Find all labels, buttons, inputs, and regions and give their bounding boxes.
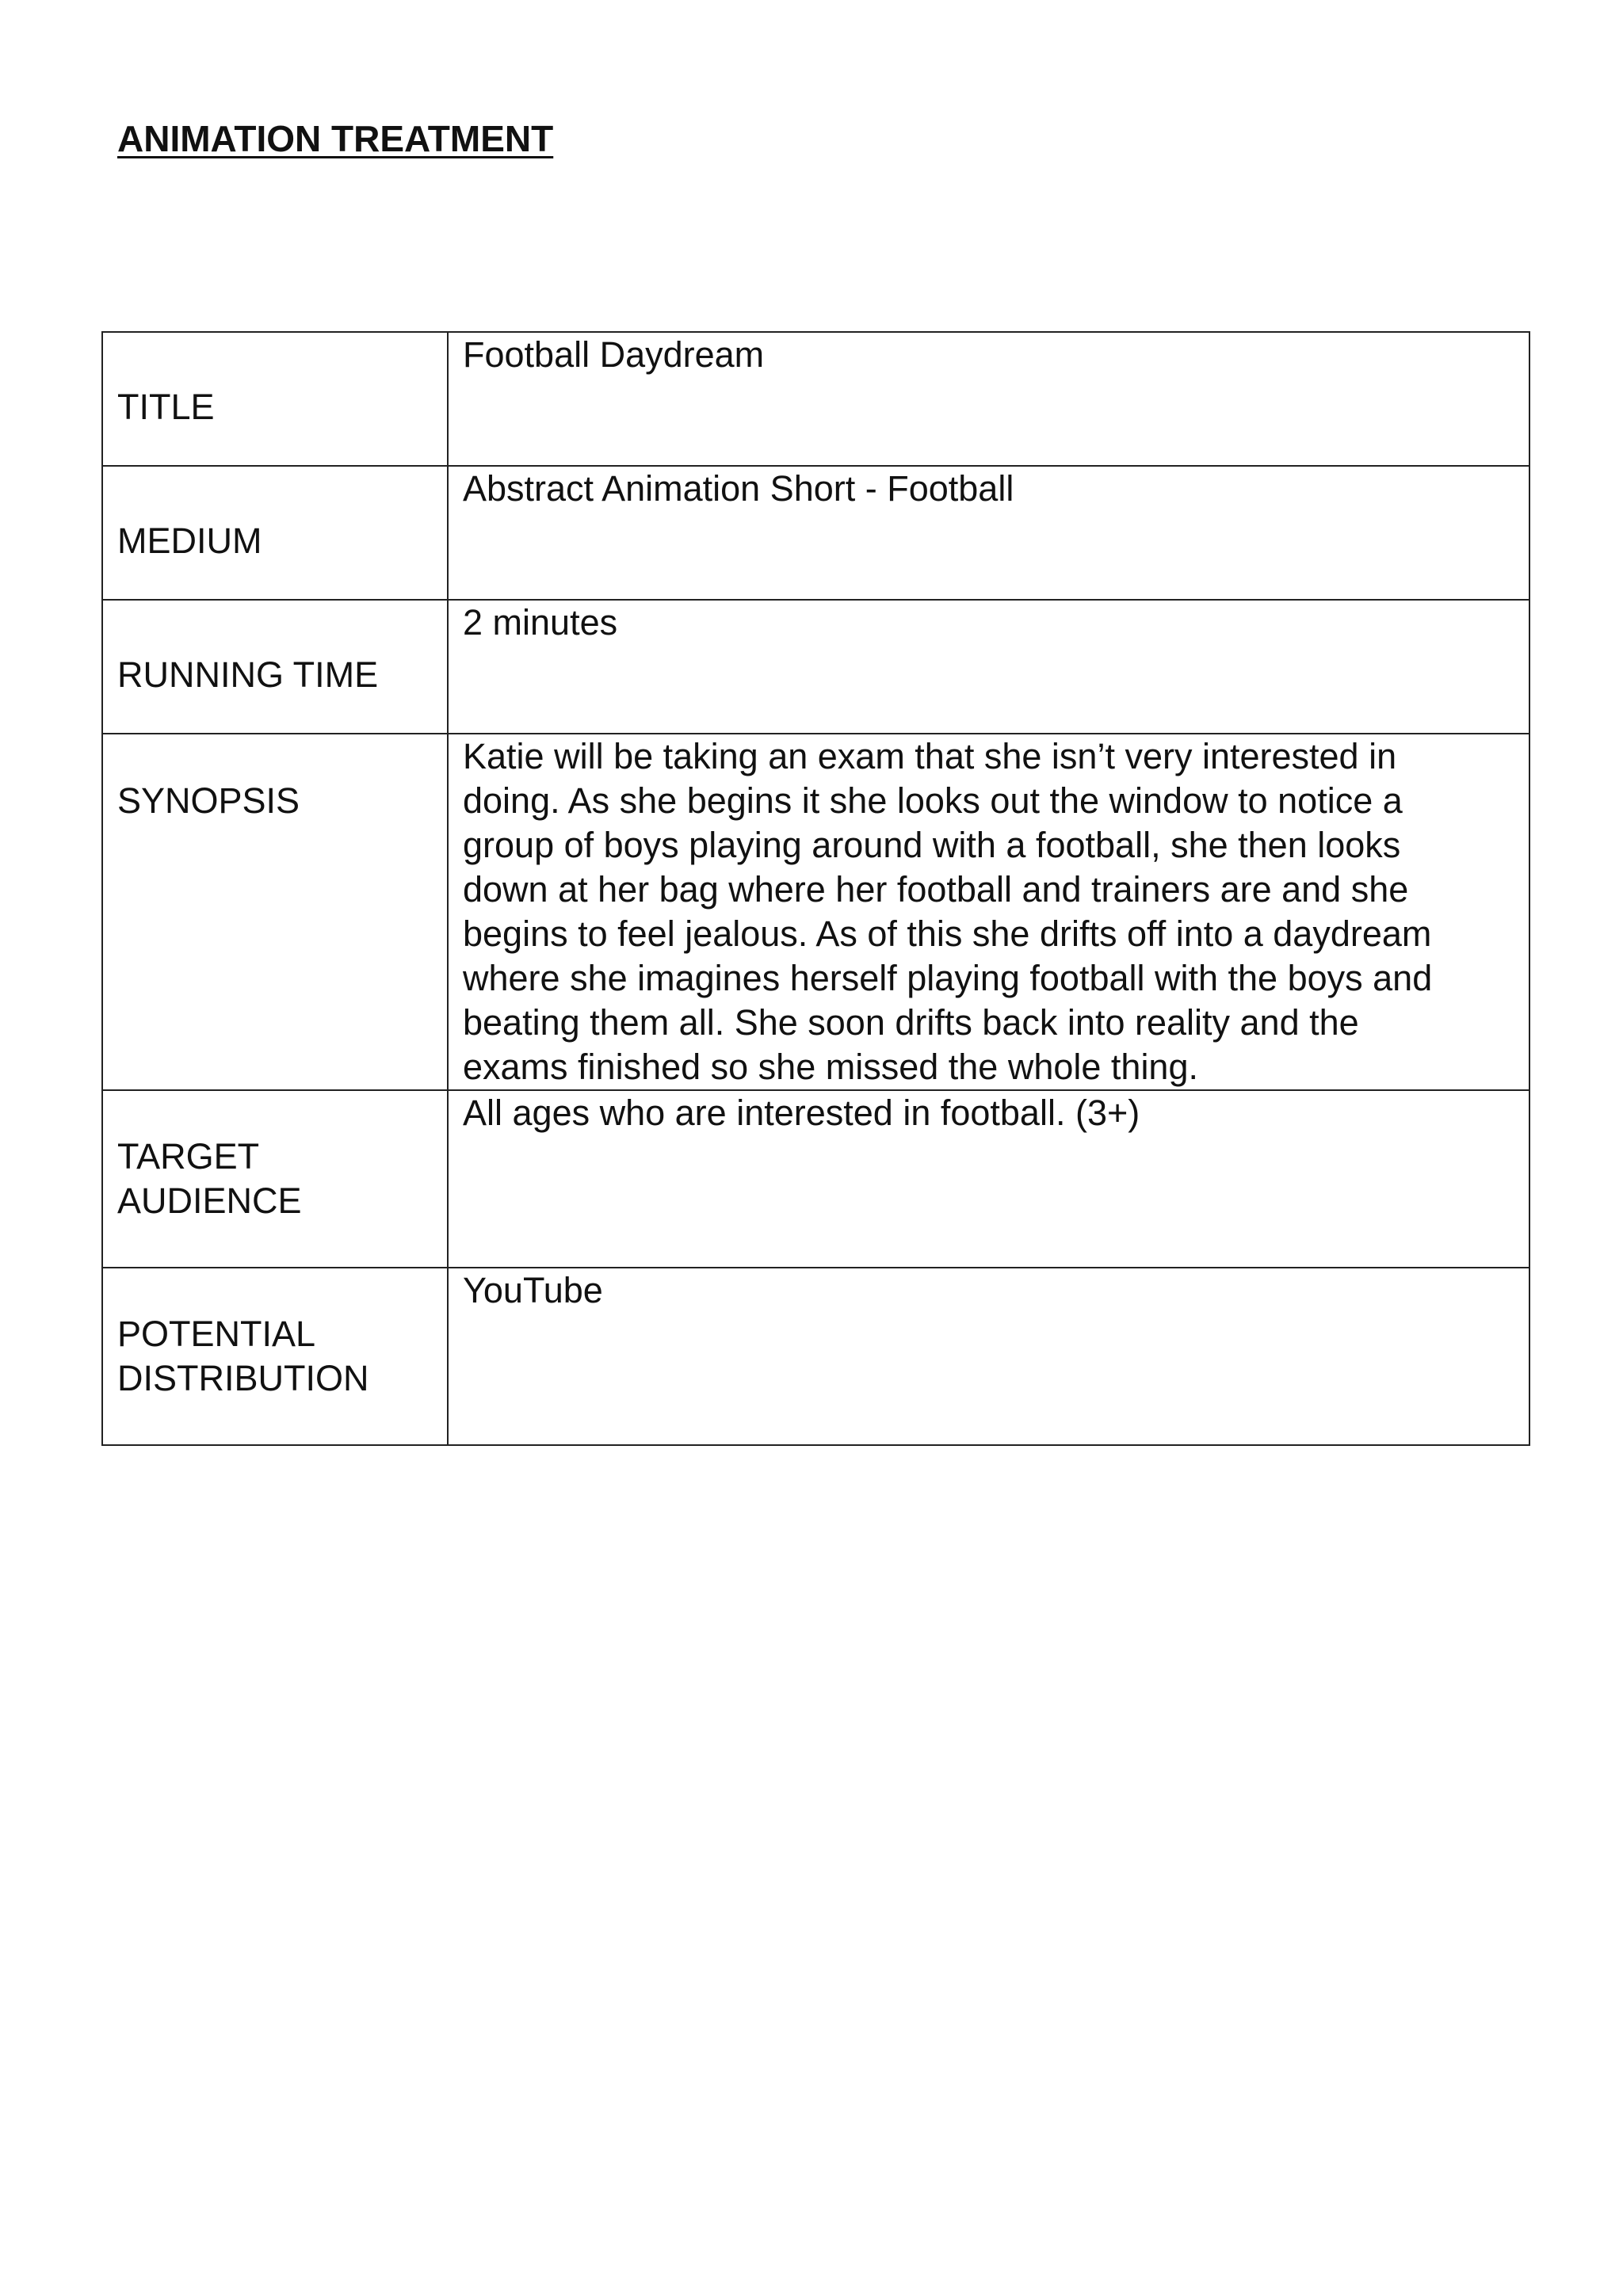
table-row-target-audience — [102, 1090, 1529, 1268]
row-label-medium: MEDIUM — [117, 520, 262, 561]
row-label-running-time: RUNNING TIME — [117, 654, 379, 695]
treatment-table — [101, 331, 1530, 1446]
row-value-cell — [448, 734, 1529, 1090]
row-label-cell — [102, 600, 448, 734]
row-value-target-audience: All ages who are interested in football. (3+) — [463, 1093, 1140, 1133]
row-value-cell — [448, 332, 1529, 466]
page-title: ANIMATION TREATMENT — [117, 118, 554, 159]
row-label-synopsis: SYNOPSIS — [117, 780, 300, 821]
row-value-potential-distribution: YouTube — [463, 1270, 603, 1310]
row-value-title: Football Daydream — [463, 334, 765, 375]
row-label-cell — [102, 1268, 448, 1445]
row-value-cell — [448, 1268, 1529, 1445]
row-label-target-audience: TARGET AUDIENCE — [117, 1136, 302, 1221]
table-row-medium — [102, 466, 1529, 600]
table-row-title — [102, 332, 1529, 466]
row-value-cell — [448, 1090, 1529, 1268]
row-label-potential-distribution: POTENTIAL DISTRIBUTION — [117, 1314, 369, 1398]
row-value-cell — [448, 600, 1529, 734]
table-row-potential-distribution — [102, 1268, 1529, 1445]
row-label-cell — [102, 734, 448, 1090]
row-label-title: TITLE — [117, 386, 215, 427]
table-row-running-time — [102, 600, 1529, 734]
row-label-cell — [102, 1090, 448, 1268]
table-row-synopsis — [102, 734, 1529, 1090]
row-value-running-time: 2 minutes — [463, 602, 618, 643]
row-value-synopsis: Katie will be taking an exam that she isn’t very interested in doing. As she begins it she looks out the window to notice a group of boys playing around with a football, she then looks down at her bag where her football and trainers are and she begins to feel jealous. As of this she drifts off into a daydream where she imagines herself playing football with the boys and beating them all. She soon drifts back into reality and the exams finished so she missed the whole thing. — [463, 736, 1433, 1087]
row-label-cell — [102, 466, 448, 600]
row-value-cell — [448, 466, 1529, 600]
row-label-cell — [102, 332, 448, 466]
row-value-medium: Abstract Animation Short - Football — [463, 468, 1014, 509]
